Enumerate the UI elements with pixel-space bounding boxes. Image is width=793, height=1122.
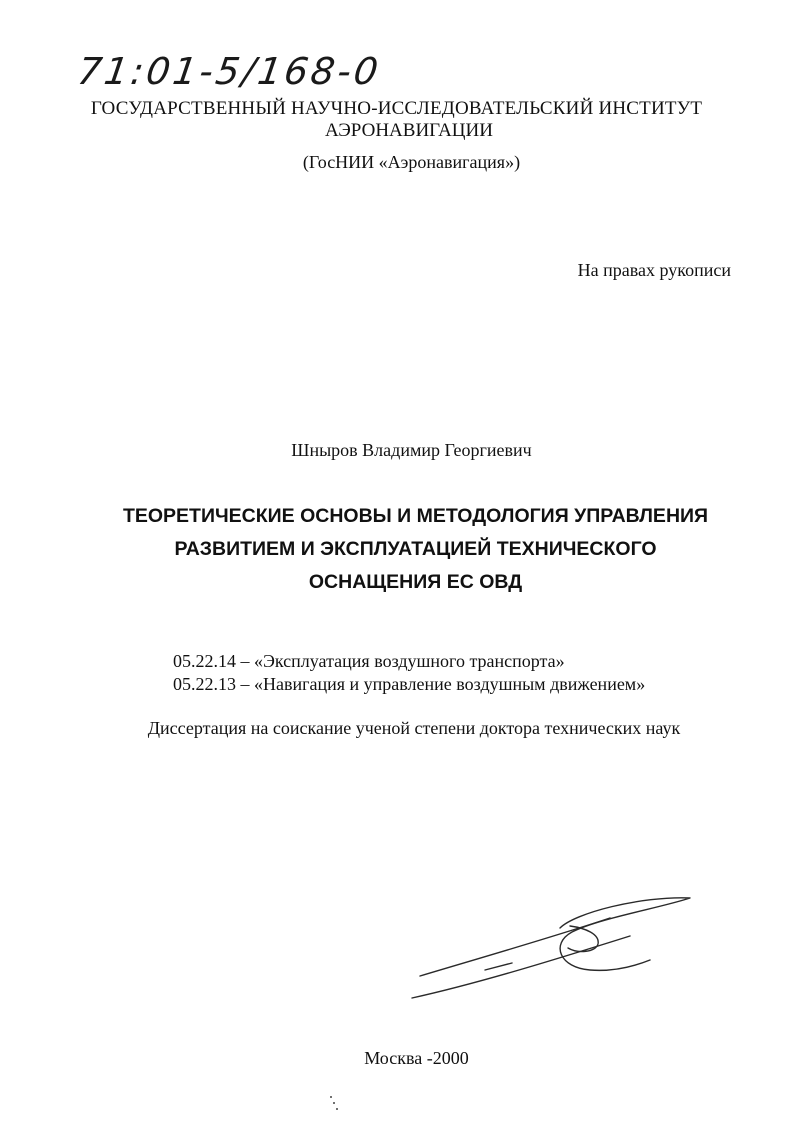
author-signature: [400, 888, 700, 1008]
paper-speck-mark: [328, 1094, 340, 1112]
signature-stroke-dash: [485, 963, 512, 970]
institution-abbreviation: (ГосНИИ «Аэронавигация»): [302, 152, 521, 172]
city-and-year: Москва -2000: [364, 1048, 469, 1068]
signature-stroke-flourish: [560, 898, 690, 971]
manuscript-rights-note: На правах рукописи: [577, 260, 731, 280]
dissertation-title-line1: ТЕОРЕТИЧЕСКИЕ ОСНОВЫ И МЕТОДОЛОГИЯ УПРАВЛЕНИЯ: [122, 505, 709, 527]
institution-name-line2: АЭРОНАВИГАЦИИ: [325, 120, 493, 141]
specialty-code-1: 05.22.14 – «Эксплуатация воздушного транспорта»: [173, 651, 565, 671]
institution-name-line1: ГОСУДАРСТВЕННЫЙ НАУЧНО-ИССЛЕДОВАТЕЛЬСКИЙ ИНСТИТУТ: [90, 98, 703, 119]
specialty-code-2: 05.22.13 – «Навигация и управление воздушным движением»: [173, 674, 646, 694]
dissertation-title-line2: РАЗВИТИЕМ И ЭКСПЛУАТАЦИЕЙ ТЕХНИЧЕСКОГО: [174, 538, 657, 560]
signature-stroke-main: [420, 918, 610, 976]
degree-statement: Диссертация на соискание ученой степени доктора технических наук: [147, 718, 681, 738]
dissertation-title-line3: ОСНАЩЕНИЯ ЕС ОВД: [308, 571, 523, 593]
author-name: Шныров Владимир Георгиевич: [291, 440, 532, 460]
handwritten-registration-number: 71:01-5/168-0: [74, 50, 384, 93]
